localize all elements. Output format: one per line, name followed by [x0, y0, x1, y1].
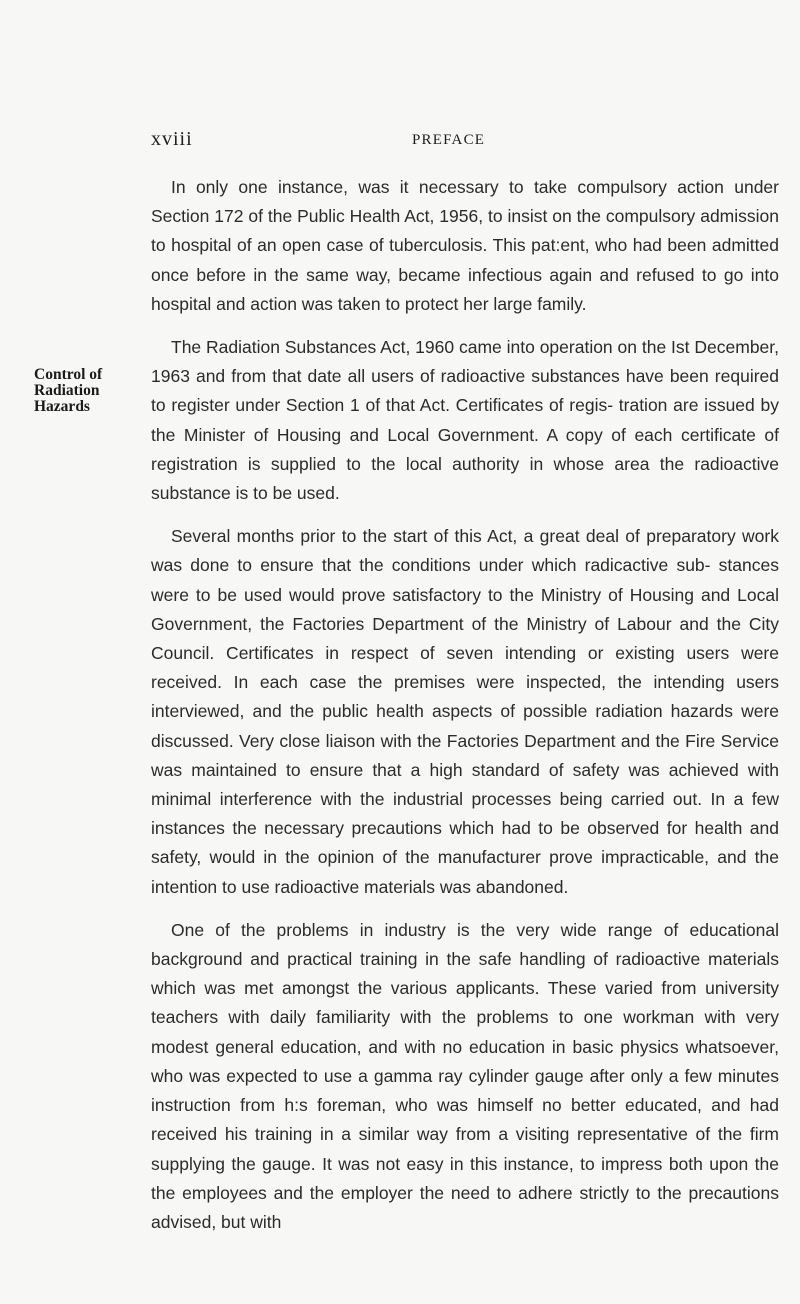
margin-note-line: Radiation: [34, 382, 100, 399]
body-text: [151, 173, 779, 1237]
margin-note-line: Control of: [34, 366, 103, 383]
paragraph-preparatory-work: Several months prior to the start of this Act, a great deal of preparatory work was done to ensure that the conditions under which radicactive sub- stances were to be used would prove satisfactory to the Ministry of Housing and Local Government, the Factories Department of the Ministry of Labour and the City Council. Certificates in respect of seven intending or existing users were received. In each case the premises were inspected, the intending users interviewed, and the public health aspects of possible radiation hazards were discussed. Very close liaison with the Factories Department and the Fire Service was maintained to ensure that a high standard of safety was achieved with minimal interference with the industrial processes being carried out. In a few instances the necessary precautions which had to be observed for health and safety, would in the opinion of the manufacturer prove impracticable, and the intention to use radioactive materials was abandoned.: [151, 526, 779, 897]
page-header: [0, 128, 800, 152]
paragraph-training-problems: One of the problems in industry is the very wide range of educational background and practical training in the safe handling of radioactive materials which was met amongst the various applicants. These varied from university teachers with daily familiarity with the problems to one workman with very modest general education, and with no education in basic physics whatsoever, who was expected to use a gamma ray cylinder gauge after only a few minutes instruction from h:s foreman, who was himself no better educated, and had received his training in a similar way from a visiting representative of the firm supplying the gauge. It was not easy in this instance, to impress both upon the the employees and the employer the need to adhere strictly to the precautions advised, but with: [151, 919, 779, 1232]
margin-note-line: Hazards: [34, 398, 90, 415]
page-number: xviii: [151, 128, 193, 150]
paragraph-radiation-act: The Radiation Substances Act, 1960 came into operation on the Ist December, 1963 and from that date all users of radioactive substances have been required to register under Section 1 of that Act. Certificates of regis- tration are issued by the Minister of Housing and Local Government. A copy of each certificate of registration is supplied to the local authority in whose area the radioactive substance is to be used.: [151, 337, 780, 504]
paragraph-tuberculosis: In only one instance, was it necessary to take compulsory action under Section 172 of the Public Health Act, 1956, to insist on the compulsory admission to hospital of an open case of tuberculosis. This pat:ent, who had been admitted once before in the same way, became infectious again and refused to go into hospital and action was taken to protect her large family.: [151, 177, 779, 314]
running-title: PREFACE: [412, 132, 486, 148]
margin-note: [34, 367, 134, 415]
